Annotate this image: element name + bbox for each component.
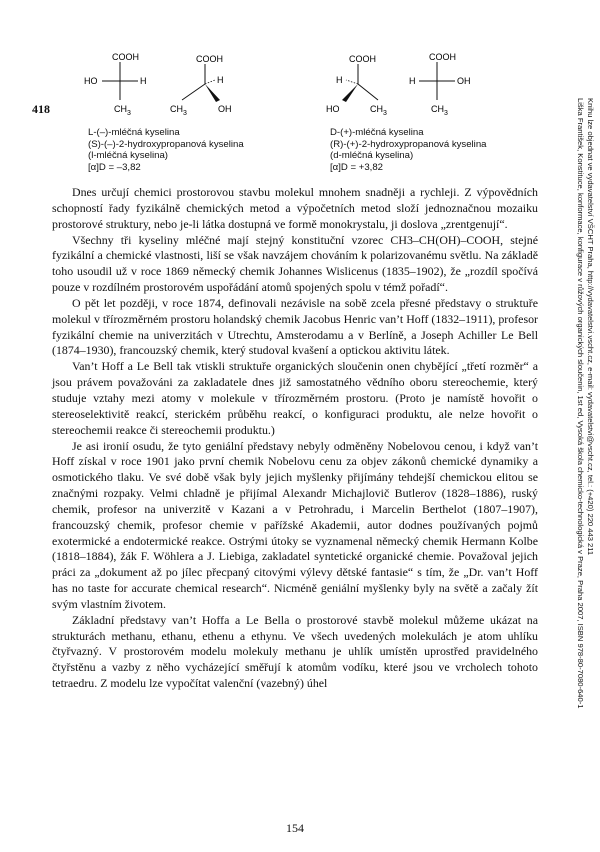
caption-left-line1: L-(–)-mléčná kyselina <box>88 127 180 138</box>
s2-sub: 3 <box>183 110 187 117</box>
structure-l-lactic-fischer <box>80 50 160 125</box>
s1-sub: 3 <box>127 110 131 117</box>
s4-left: H <box>409 76 416 86</box>
caption-left-line4: [α]D = –3,82 <box>88 161 141 173</box>
s3-sub: 3 <box>383 110 387 117</box>
side-citation <box>575 98 595 709</box>
structure-d-lactic-wedge <box>318 50 398 125</box>
svg-text:CH3 <box>170 104 187 117</box>
paragraph-2: Všechny tři kyseliny mléčné mají stejný konstituční vzorec CH3–CH(OH)–COOH, stejné fyzikální a chemické vlastnosti, liší se však navzájem chováním k polarizovanému světlu. Na základě toho usoudil už v roce 1869 německý chemik Johannes Wislicenus (1835–1902), že „rozdíl spočívá pouze v rozdílném prostorovém uspořádání atomů spojených spolu v témž pořadí“. <box>52 232 538 295</box>
caption-left-line2: (S)-(–)-2-hydroxypropanová kyselina <box>88 138 244 150</box>
s3-top: COOH <box>349 54 376 64</box>
structure-d-lactic-fischer <box>405 50 485 125</box>
caption-right-line1: D-(+)-mléčná kyselina <box>330 127 424 138</box>
side-citation-line1: Liška František, Konstituce, konformace, konfigurace v růžových organických sloučenin, 1st ed, Vysoká škola chemicko-technologická v Praze, Praha 2007, ISBN 978-80-7080-640-1 <box>576 98 585 709</box>
s4-top: COOH <box>429 52 456 62</box>
s3-bottom-left: HO <box>326 104 340 114</box>
s2-right: H <box>217 75 224 85</box>
caption-left-line3: (l-mléčná kyselina) <box>88 150 168 162</box>
s1-right: H <box>140 76 147 86</box>
s3-bottom-right: CH <box>370 104 383 114</box>
side-citation-line2: Knihu lze objednat ve vydavatelství VŠCHT Praha, http://vydavatelstvi.vscht.cz, e-mail: vydavatelstvi@vscht.cz, tel.: (+420) 220 443 211 <box>586 98 595 556</box>
paragraph-1: Dnes určují chemici prostorovou stavbu molekul mnohem snadněji a rychleji. Z výpovědních schopností řady fyzikálně chemických metod a výpočetních metod složí jednoznačnou mozaiku prostorové struktury, nebo je-li látka dostupná ve formě monokrystalu, ji doslova „zrentgenují“. <box>52 185 538 231</box>
s1-bottom: CH <box>114 104 127 114</box>
svg-text:CH3 <box>370 104 387 117</box>
s3-left: H <box>336 75 343 85</box>
paragraph-5: Je asi ironií osudu, že tyto geniální představy nebyly odměněny Nobelovou cenou, i když van’t Hoff získal v roce 1901 jako první chemik Nobelovu cenu za objev zákonů chemické dynamiky a osmotického tlaku. Ve své době však byly jejich myšlenky přijímány tehdejší chemickou elitou se značnými rozpaky. Velmi chladně je přijímal Alexandr Michajlovič Butlerov (1828–1886), ruský chemik, profesor na univerzitě v Kazani a v Petrohradu, i Marcelin Berthelot (1807–1907), francouzský chemik, profesor chemie v pařížské Akademii, autor dodnes používaných pojmů exotermické a endotermické reakce. Ostrými útoky se vyznamenal německý chemik Hermann Kolbe (1818–1884), žák F. Wöhlera a J. Liebiga, zakladatel syntetické organické chemie. Považoval jejich práci za „dokument až po jílec přecpaný citovými výlevy dětské fantasie“ s tím, že „Dr. van’t Hoff has no taste for accurate chemical research“. Nicméně geniální myšlenky byly na světě a začaly žít svým vlastním životem. <box>52 438 538 611</box>
svg-text:CH3 <box>114 104 131 117</box>
s2-top: COOH <box>196 54 223 64</box>
structure-l-lactic-wedge <box>160 50 240 125</box>
s2-bottom-left: CH <box>170 104 183 114</box>
caption-right-line2: (R)-(+)-2-hydroxypropanová kyselina <box>330 138 487 150</box>
caption-left <box>88 127 244 173</box>
paragraph-4: Van’t Hoff a Le Bell tak vtiskli struktuře organických sloučenin onen chybějící „třetí rozměr“ a jsou právem považováni za zakladatele dnes již samostatného vědního oboru stereochemie, který studuje vztahy mezi atomy v molekule v třírozměrném prostoru. (Proto je namístě hovořit o stereoselektivitě reakcí, sterickém průběhu reakcí, o konfiguraci produktu, ale nelze hovořit o stereochemii reakce či stereochemii produktu.) <box>52 359 538 437</box>
caption-right <box>330 127 487 173</box>
s1-left: HO <box>84 76 98 86</box>
side-page-number: 418 <box>32 102 50 116</box>
caption-right-line4: [α]D = +3,82 <box>330 161 384 173</box>
paragraph-3: O pět let později, v roce 1874, definovali nezávisle na sobě zcela přesné představy o struktuře molekul v třírozměrném prostoru holandský chemik Jacobus Henric van’t Hoff (1832–1911), profesor fyzikální chemie na univerzitách v Utrechtu, Amsterodamu a v Berlíně, a Joseph Achiller Le Bell (1874–1930), francouzský chemik, který studoval kvašení a optickou aktivitu látek. <box>52 295 538 358</box>
s4-sub: 3 <box>444 110 448 117</box>
caption-right-line3: (d-mléčná kyselina) <box>330 150 414 162</box>
paragraph-6: Základní představy van’t Hoffa a Le Bella o prostorové stavbě molekul můžeme ukázat na strukturách methanu, ethanu, ethenu a ethynu. Ve všech uvedených molekulách je atom uhlíku čtyřvazný. V prostorovém modelu molekuly methanu je uhlík umístěn uprostřed pravidelného čtyřstěnu a vazby z něho vycházející směřují k atomům vodíku, které jsou ve vrcholech tohoto tetraedru. Z modelu lze vypočítat valenční (vazebný) úhel <box>52 612 538 691</box>
svg-text:CH3 <box>431 104 448 117</box>
page-number: 154 <box>286 821 304 835</box>
s1-top: COOH <box>112 52 139 62</box>
body-text <box>52 185 538 692</box>
s4-bottom: CH <box>431 104 444 114</box>
s2-bottom-right: OH <box>218 104 232 114</box>
s4-right: OH <box>457 76 471 86</box>
